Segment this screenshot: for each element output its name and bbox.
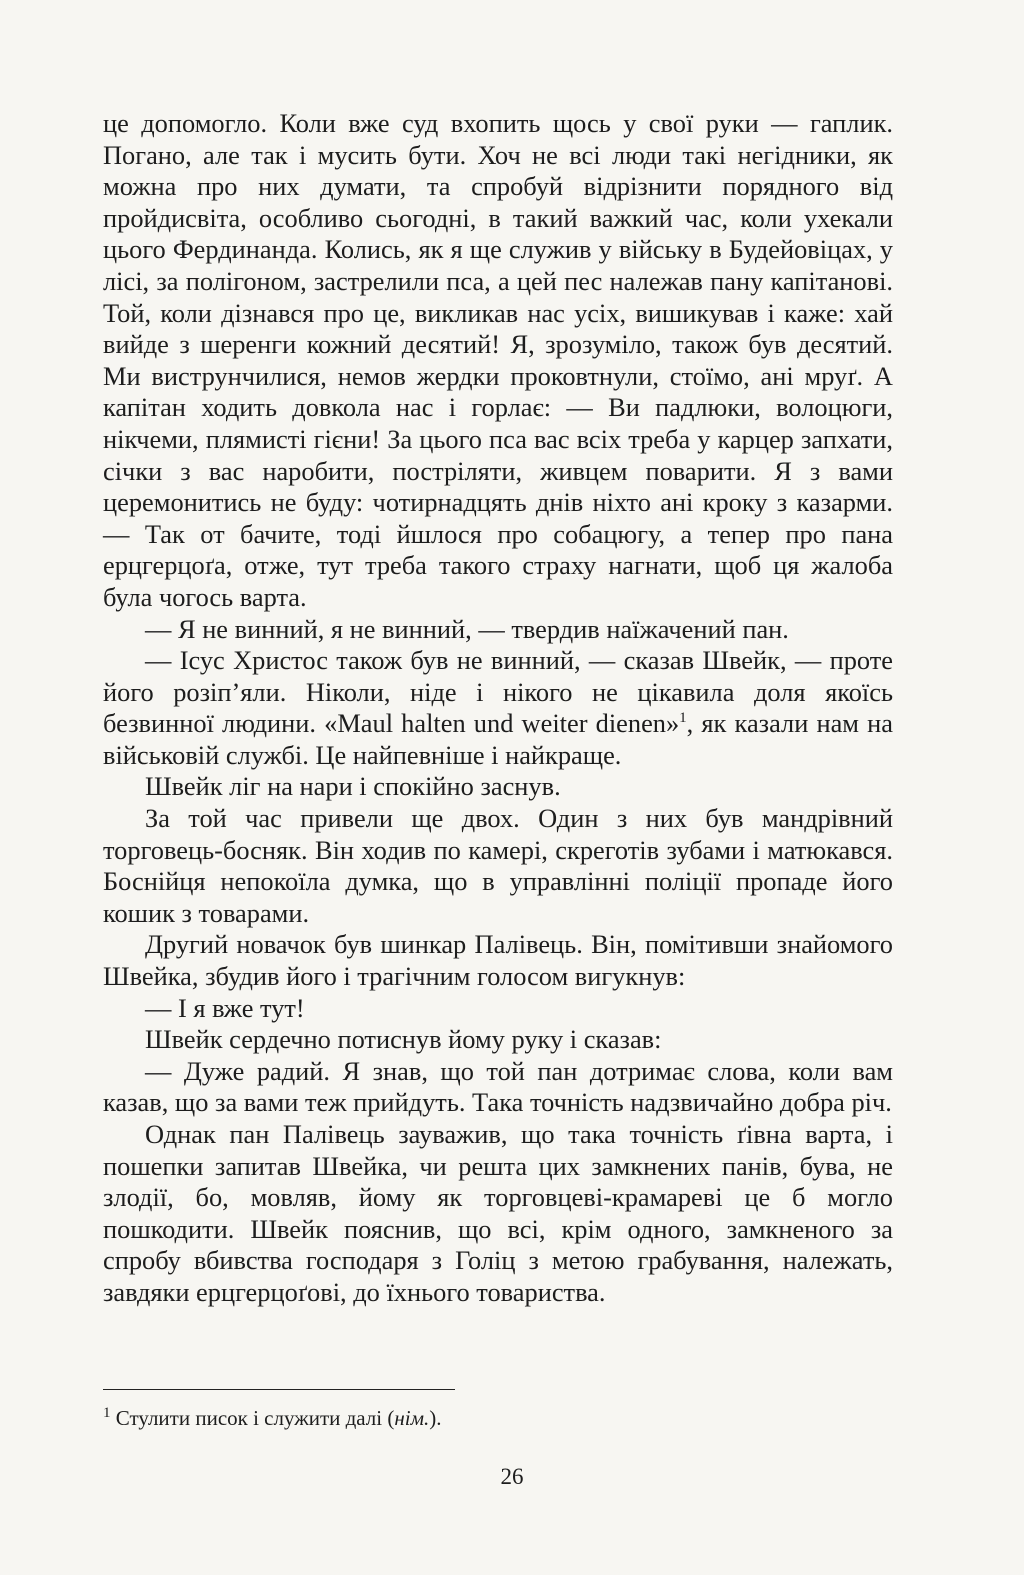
footnote: [103, 1405, 893, 1431]
paragraph-3-text-before: — Ісус Христос також був не винний, — сказав Швейк, — проте його розіп’яли. Ніколи, ніде і нікого не цікавила доля якоїсь безвинної людини. «Maul halten und weiter dienen»: [103, 645, 893, 739]
footnote-closing: ).: [429, 1406, 442, 1430]
paragraph-9: — Дуже радий. Я знав, що той пан дотримає слова, коли вам казав, що за вами теж прийдуть. Така точність надзвичайно добра річ.: [103, 1055, 893, 1118]
paragraph-5: За той час привели ще двох. Один з них був мандрівний торговець-босняк. Він ходив по камері, скреготів зубами і матюкався. Боснійця непокоїла думка, що в управлінні поліції пропаде його кошик з товарами.: [103, 803, 893, 928]
paragraph-7: — І я вже тут!: [145, 992, 305, 1023]
paragraph-10: Однак пан Палівець зауважив, що така точність ґівна варта, і пошепки запитав Швейка, чи решта цих замкнених панів, бува, не злодії, бо, мовляв, йому як торговцеві-крамареві це б могло пошкодити. Швейк пояснив, що всі, крім одного, замкненого за спробу вбивства господаря з Голіц з метою грабування, належать, завдяки ерцгерцоґові, до їхнього товариства.: [103, 1119, 893, 1307]
paragraph-2: — Я не винний, я не винний, — твердив наїжачений пан.: [145, 613, 789, 644]
footnote-mark: 1: [103, 1405, 111, 1421]
footnote-divider: [103, 1389, 455, 1390]
page-number: 26: [500, 1464, 524, 1489]
paragraph-8: Швейк сердечно потиснув йому руку і сказав:: [145, 1024, 662, 1055]
paragraph-4: Швейк ліг на нари і спокійно заснув.: [145, 771, 561, 802]
page-body: [103, 108, 893, 1309]
paragraph-1: це допомогло. Коли вже суд вхопить щось у свої руки — гаплик. Погано, але так і мусить бути. Хоч не всі люди такі негідники, як можна про них думати, та спробуй відрізнити порядного від пройдисвіта, особливо сьогодні, в такий важкий час, коли ухекали цього Фердинанда. Колись, як я ще служив у війську в Будейовіцах, у лісі, за полігоном, застрелили пса, а цей пес належав пану капітанові. Той, коли дізнався про це, викликав нас усіх, вишикував і каже: хай вийде з шеренги кожний десятий! Я, зрозуміло, також був десятий. Ми виструнчилися, немов жердки проковтнули, стоїмо, ані мруґ. А капітан ходить довкола нас і горлає: — Ви падлюки, волоцюги, нікчеми, плямисті гієни! За цього пса вас всіх треба у карцер запхати, січки з вас наробити, постріляти, живцем поварити. Я з вами церемонитись не буду: чотирнадцять днів ніхто ані кроку з казарми. — Так от бачите, тоді йшлося про собацюгу, а тепер про пана ерцгерцоґа, отже, тут треба такого страху нагнати, щоб ця жалоба була чогось варта.: [103, 108, 893, 612]
paragraph-3: [103, 645, 893, 771]
footnote-text: Стулити писок і служити далі (: [115, 1406, 395, 1430]
footnote-reference-mark: 1: [679, 710, 687, 727]
paragraph-6: Другий новачок був шинкар Палівець. Він, помітивши знайомого Швейка, збудив його і трагічним голосом вигукнув:: [103, 929, 893, 992]
paragraph-3-text-after: , як казали нам на військовій службі. Це найпевніше і найкраще.: [103, 708, 893, 770]
footnote-emphasis: нім.: [394, 1406, 430, 1430]
